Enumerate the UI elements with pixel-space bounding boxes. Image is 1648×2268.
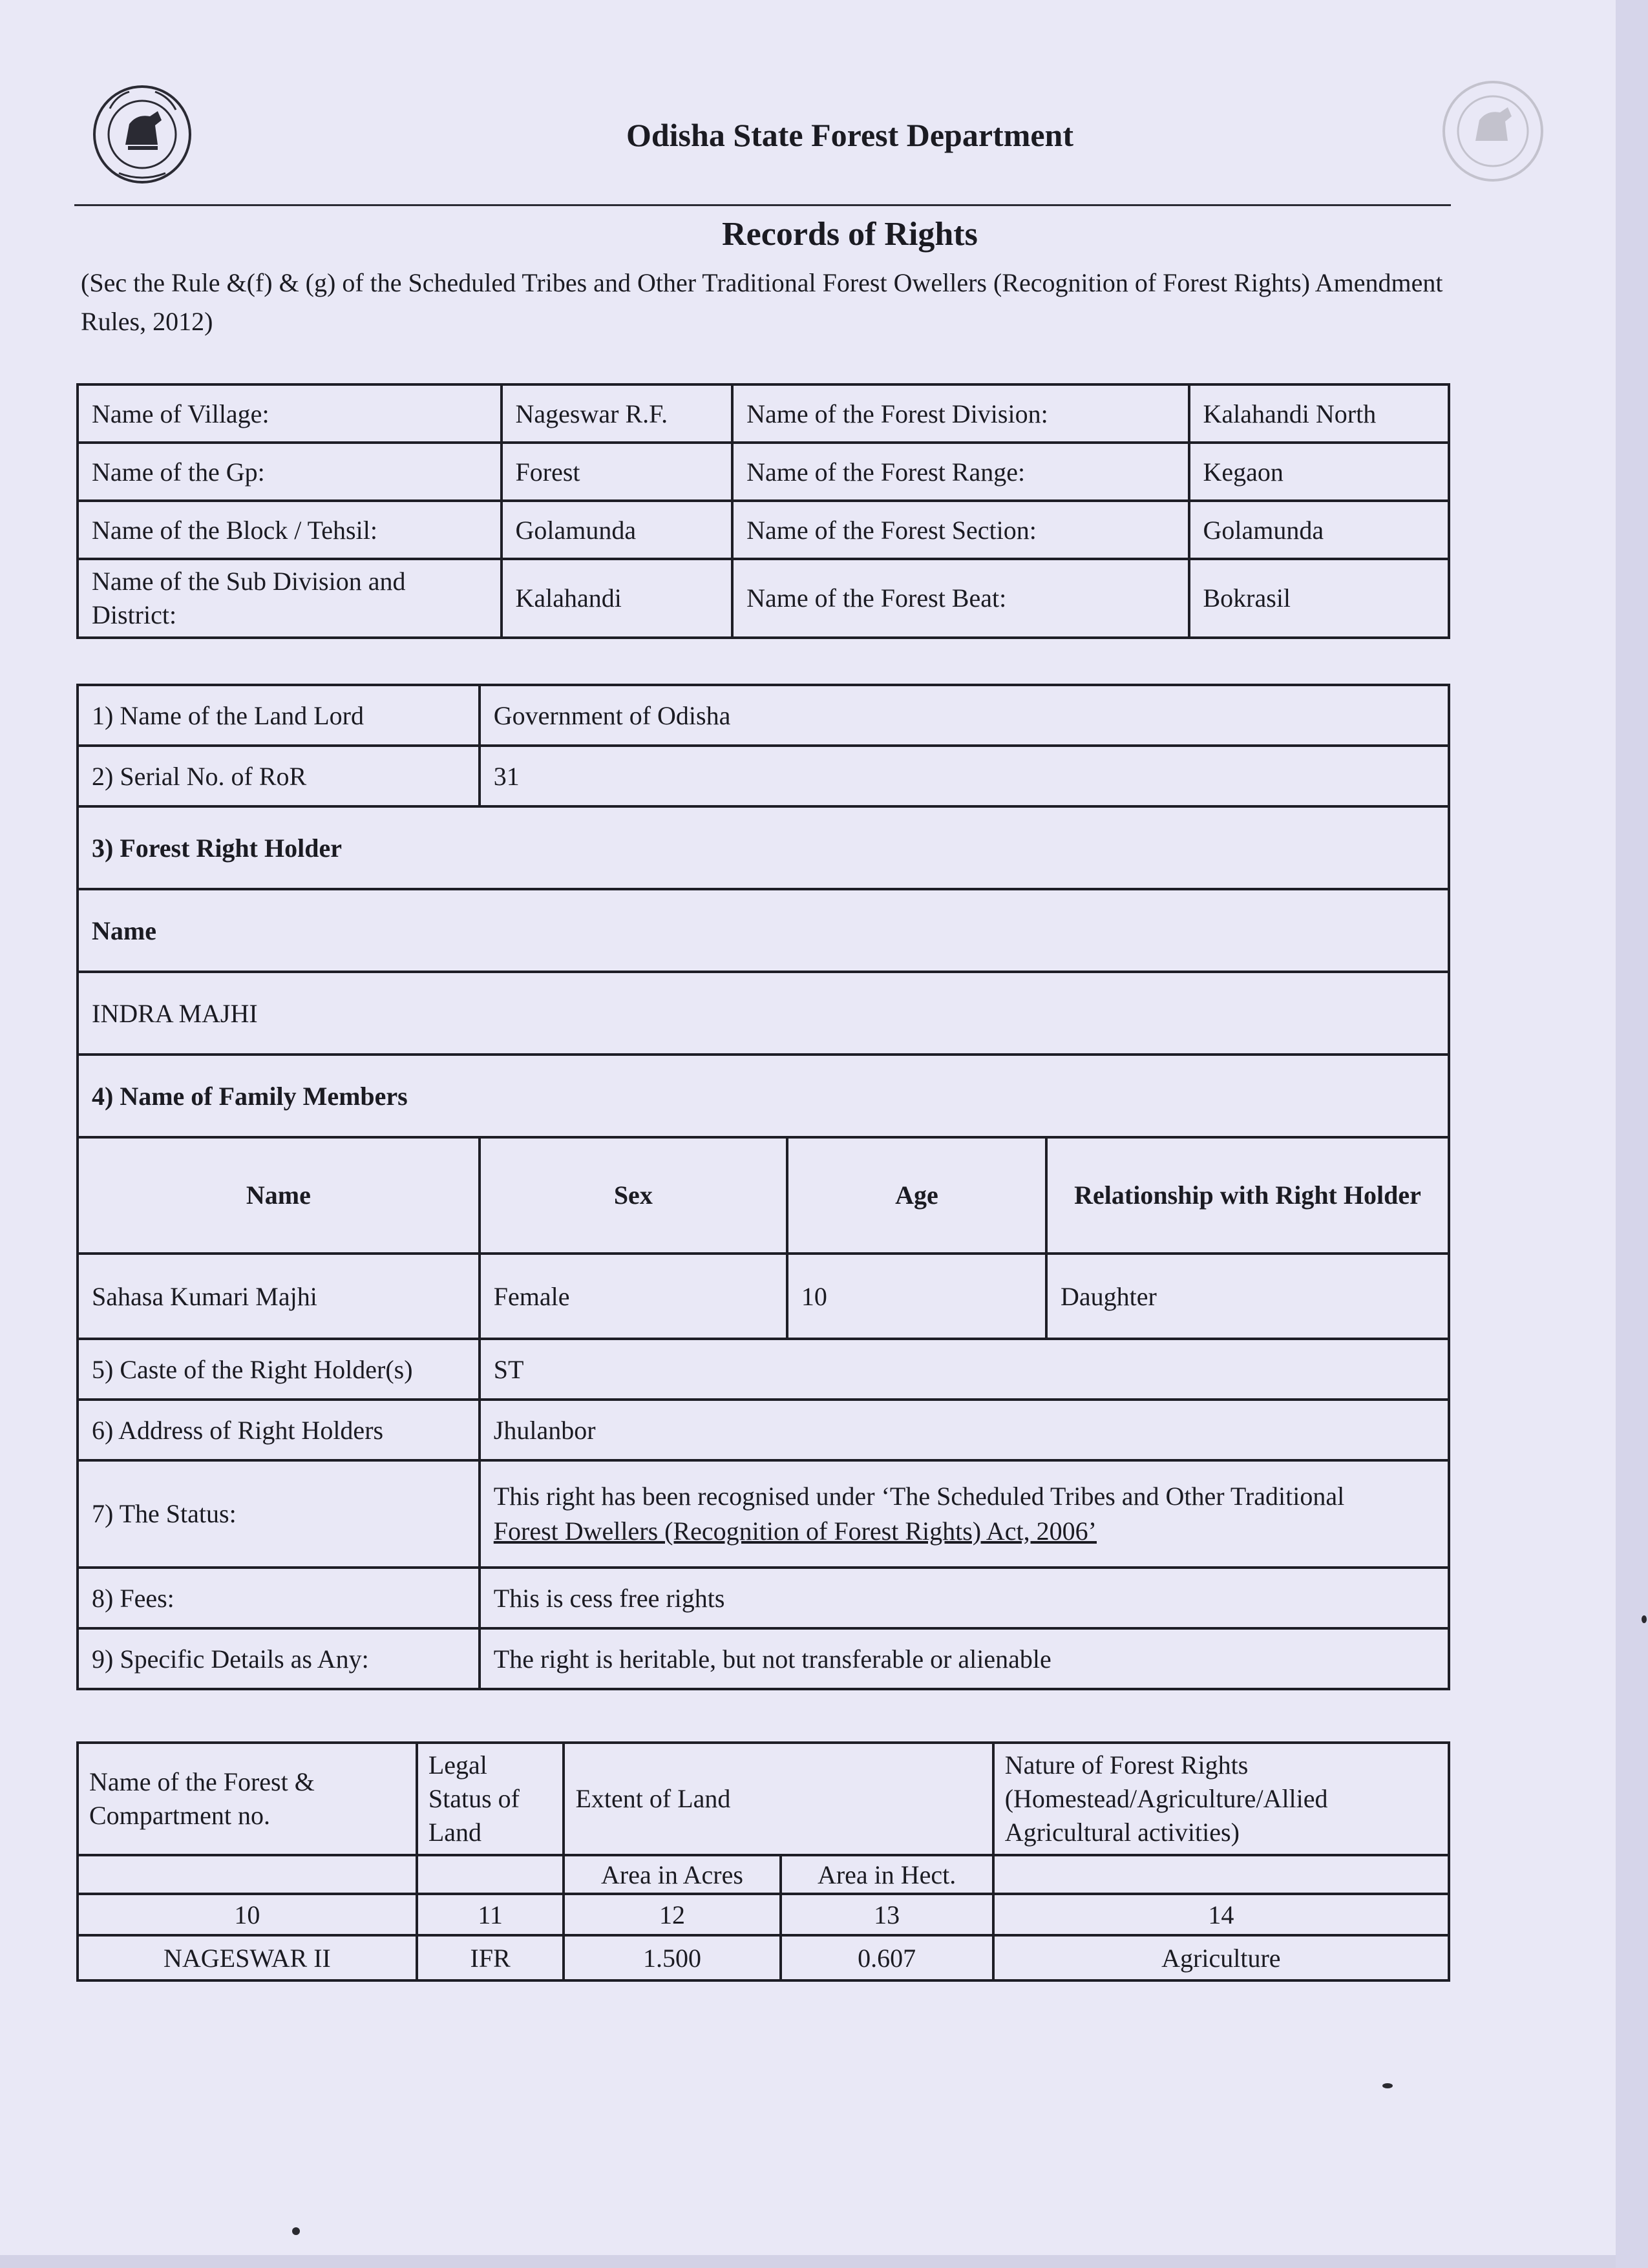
village-label: Name of Village:: [78, 384, 502, 443]
area-hect-header: Area in Hect.: [781, 1855, 993, 1894]
fees-label: 8) Fees:: [78, 1568, 480, 1628]
subdivision-label: Name of the Sub Division and District:: [78, 559, 502, 638]
gp-label: Name of the Gp:: [78, 443, 502, 501]
area-acres-header: Area in Acres: [564, 1855, 780, 1894]
details-row: [78, 746, 1449, 806]
forest-compartment-header: Name of the Forest & Compartment no.: [78, 1743, 417, 1855]
forest-beat-value: Bokrasil: [1189, 559, 1450, 638]
nature-of-rights-header: Nature of Forest Rights (Homestead/Agriculture/Allied Agricultural activities): [993, 1743, 1449, 1855]
family-member-age: 10: [787, 1254, 1046, 1339]
forest-range-value: Kegaon: [1189, 443, 1450, 501]
location-row: [78, 384, 1449, 443]
rights-details-table: [76, 684, 1450, 1690]
document-title: Records of Rights: [722, 216, 978, 253]
legal-status-header: Legal Status of Land: [417, 1743, 564, 1855]
header-divider: [74, 204, 1451, 206]
column-number: 13: [781, 1894, 993, 1935]
details-row: [78, 889, 1449, 972]
forest-section-value: Golamunda: [1189, 501, 1450, 559]
forest-range-label: Name of the Forest Range:: [732, 443, 1188, 501]
land-column-number-row: [78, 1894, 1449, 1935]
family-member-name: Sahasa Kumari Majhi: [78, 1254, 480, 1339]
ink-speck: [1382, 2083, 1393, 2088]
extent-of-land-header: Extent of Land: [564, 1743, 993, 1855]
column-number: 10: [78, 1894, 417, 1935]
empty-cell: [993, 1855, 1449, 1894]
status-line-2: Forest Dwellers (Recognition of Forest Rights) Act, 2006’: [493, 1517, 1097, 1546]
details-row: [78, 685, 1449, 746]
area-acres-value: 1.500: [564, 1935, 780, 1980]
family-header-row: [78, 1137, 1449, 1254]
holder-name-label: Name: [78, 889, 1449, 972]
nature-of-rights-value: Agriculture: [993, 1935, 1449, 1980]
details-row: [78, 1460, 1449, 1568]
details-row: [78, 1568, 1449, 1628]
land-data-row: [78, 1935, 1449, 1980]
forest-division-label: Name of the Forest Division:: [732, 384, 1188, 443]
column-number: 12: [564, 1894, 780, 1935]
land-details-table: [76, 1741, 1450, 1982]
details-row: [78, 972, 1449, 1055]
forest-compartment-value: NAGESWAR II: [78, 1935, 417, 1980]
family-col-age: Age: [787, 1137, 1046, 1254]
status-label: 7) The Status:: [78, 1460, 480, 1568]
column-number: 11: [417, 1894, 564, 1935]
family-heading: 4) Name of Family Members: [78, 1055, 1449, 1137]
details-row: [78, 1055, 1449, 1137]
fees-value: This is cess free rights: [480, 1568, 1449, 1628]
status-line-1: This right has been recognised under ‘The Scheduled Tribes and Other Traditional: [493, 1482, 1345, 1511]
ink-speck: [292, 2227, 300, 2235]
status-value: [480, 1460, 1449, 1568]
landlord-value: Government of Odisha: [480, 685, 1449, 746]
rule-reference-text: (Sec the Rule &(f) & (g) of the Scheduled Tribes and Other Traditional Forest Owellers (Recognition of Forest Rights) Amendment Rules, 2012): [81, 268, 1443, 336]
location-table: [76, 383, 1450, 639]
empty-cell: [78, 1855, 417, 1894]
gp-value: Forest: [502, 443, 733, 501]
page-edge: [1616, 0, 1648, 2268]
holder-name-value: INDRA MAJHI: [78, 972, 1449, 1055]
forest-beat-label: Name of the Forest Beat:: [732, 559, 1188, 638]
address-label: 6) Address of Right Holders: [78, 1400, 480, 1460]
family-member-row: [78, 1254, 1449, 1339]
family-col-name: Name: [78, 1137, 480, 1254]
details-row: [78, 1339, 1449, 1400]
legal-status-value: IFR: [417, 1935, 564, 1980]
land-subheader-row: [78, 1855, 1449, 1894]
location-row: [78, 443, 1449, 501]
block-label: Name of the Block / Tehsil:: [78, 501, 502, 559]
forest-section-label: Name of the Forest Section:: [732, 501, 1188, 559]
block-value: Golamunda: [502, 501, 733, 559]
empty-cell: [417, 1855, 564, 1894]
holder-heading: 3) Forest Right Holder: [78, 806, 1449, 889]
column-number: 14: [993, 1894, 1449, 1935]
forest-division-value: Kalahandi North: [1189, 384, 1450, 443]
location-row: [78, 501, 1449, 559]
family-col-sex: Sex: [480, 1137, 787, 1254]
family-member-sex: Female: [480, 1254, 787, 1339]
address-value: Jhulanbor: [480, 1400, 1449, 1460]
family-member-relationship: Daughter: [1046, 1254, 1449, 1339]
department-title: Odisha State Forest Department: [626, 117, 1074, 153]
details-row: [78, 1400, 1449, 1460]
serial-label: 2) Serial No. of RoR: [78, 746, 480, 806]
family-col-relationship: Relationship with Right Holder: [1046, 1137, 1449, 1254]
location-row: [78, 559, 1449, 638]
specific-details-label: 9) Specific Details as Any:: [78, 1628, 480, 1689]
specific-details-value: The right is heritable, but not transferable or alienable: [480, 1628, 1449, 1689]
caste-value: ST: [480, 1339, 1449, 1400]
land-header-row: [78, 1743, 1449, 1855]
serial-value: 31: [480, 746, 1449, 806]
ink-speck: [1642, 1615, 1647, 1623]
subdivision-value: Kalahandi: [502, 559, 733, 638]
landlord-label: 1) Name of the Land Lord: [78, 685, 480, 746]
area-hect-value: 0.607: [781, 1935, 993, 1980]
village-value: Nageswar R.F.: [502, 384, 733, 443]
details-row: [78, 1628, 1449, 1689]
details-row: [78, 806, 1449, 889]
caste-label: 5) Caste of the Right Holder(s): [78, 1339, 480, 1400]
